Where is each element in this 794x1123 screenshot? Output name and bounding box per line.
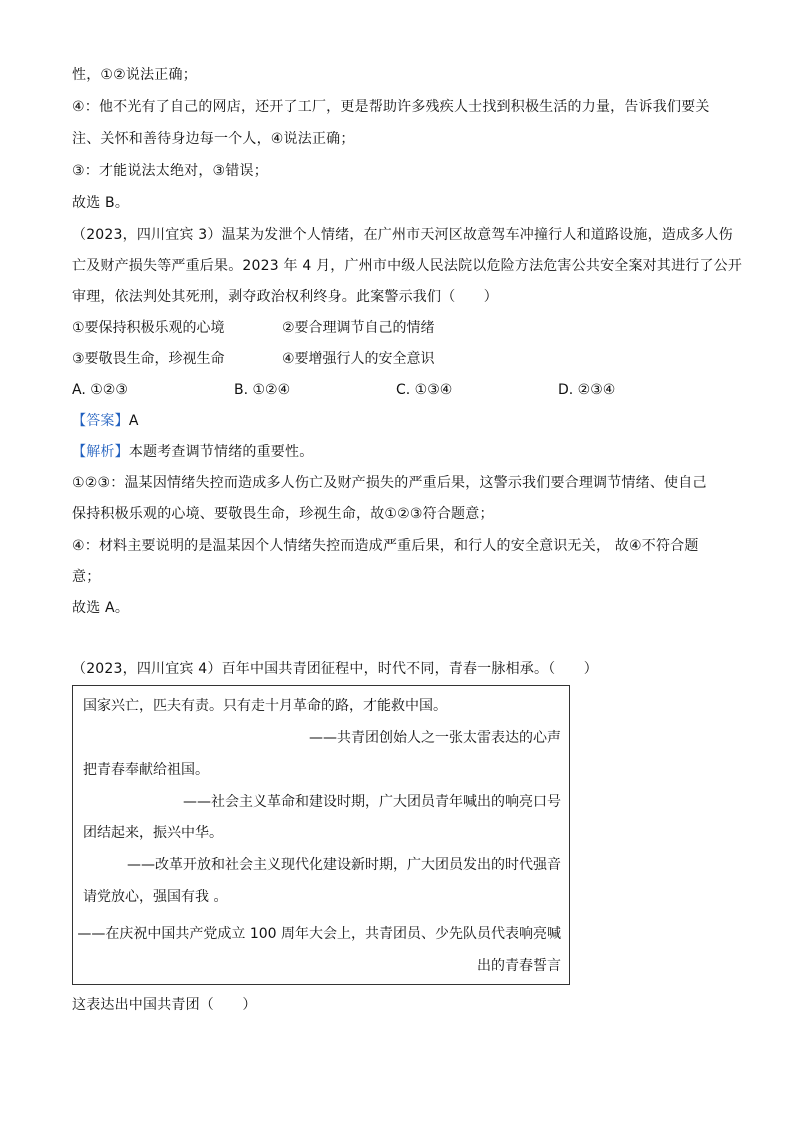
choice-c: C. ①③④: [396, 382, 453, 398]
question-stem: （2023，四川宜宾 4）百年中国共青团征程中，时代不同，青春一脉相承。（ ）: [72, 661, 598, 677]
quote-text: 团结起来，振兴中华。: [83, 825, 223, 841]
analysis-line: [72, 442, 313, 462]
choice-b: B. ①②④: [234, 382, 291, 398]
text-line: ④：他不光有了自己的网店，还开了工厂，更是帮助许多残疾人士找到积极生活的力量，告诉我们要关: [72, 99, 710, 115]
analysis-text: 故选 A。: [72, 600, 130, 616]
text-line: 性，①②说法正确；: [72, 67, 197, 83]
analysis-text: 意；: [72, 569, 101, 585]
answer-line: [72, 411, 139, 431]
question-stem: 审理，依法判处其死刑，剥夺政治权利终身。此案警示我们（ ）: [72, 289, 498, 305]
choice-d: D. ②③④: [558, 382, 616, 398]
analysis-intro: 本题考查调节情绪的重要性。: [128, 444, 314, 460]
statement-item: ②要合理调节自己的情绪: [282, 320, 435, 336]
text-line: ③：才能说法太绝对，③错误；: [72, 163, 268, 179]
analysis-text: ④：材料主要说明的是温某因个人情绪失控而造成严重后果，和行人的安全意识无关， 故④不符合题: [72, 538, 699, 554]
quote-source: ——共青团创始人之一张太雷表达的心声: [309, 730, 561, 746]
quote-source: ——在庆祝中国共产党成立 100 周年大会上，共青团员、少先队员代表响亮喊: [77, 926, 561, 942]
analysis-text: ①②③：温某因情绪失控而造成多人伤亡及财产损失的严重后果，这警示我们要合理调节情绪、使自己: [72, 475, 707, 491]
question-continuation: 这表达出中国共青团（ ）: [72, 997, 257, 1013]
quote-text: 请党放心，强国有我 。: [83, 889, 228, 905]
answer-tag: 【答案】: [72, 413, 129, 429]
statement-item: ③要敬畏生命，珍视生命: [72, 351, 225, 367]
quote-source: ——社会主义革命和建设时期，广大团员青年喊出的响亮口号: [183, 794, 561, 810]
text-line: 故选 B。: [72, 195, 130, 211]
choice-a: A. ①②③: [72, 382, 128, 398]
quote-text: 把青春奉献给祖国。: [83, 762, 209, 778]
answer-value: A: [128, 413, 139, 429]
analysis-tag: 【解析】: [72, 444, 129, 460]
question-stem: 亡及财产损失等严重后果。2023 年 4 月，广州市中级人民法院以危险方法危害公共安全案对其进行了公开: [72, 258, 743, 274]
question-stem: （2023，四川宜宾 3）温某为发泄个人情绪，在广州市天河区故意驾车冲撞行人和道路设施，造成多人伤: [72, 227, 733, 243]
statement-item: ①要保持积极乐观的心境: [72, 320, 225, 336]
analysis-text: 保持积极乐观的心境、要敬畏生命，珍视生命，故①②③符合题意；: [72, 506, 494, 522]
quote-text: 国家兴亡，匹夫有责。只有走十月革命的路，才能救中国。: [83, 698, 447, 714]
text-line: 注、关怀和善待身边每一个人，④说法正确；: [72, 131, 355, 147]
quote-source: ——改革开放和社会主义现代化建设新时期，广大团员发出的时代强音: [127, 857, 561, 873]
quote-box: [72, 685, 570, 985]
statement-item: ④要增强行人的安全意识: [282, 351, 435, 367]
quote-source: 出的青春誓言: [477, 958, 561, 974]
